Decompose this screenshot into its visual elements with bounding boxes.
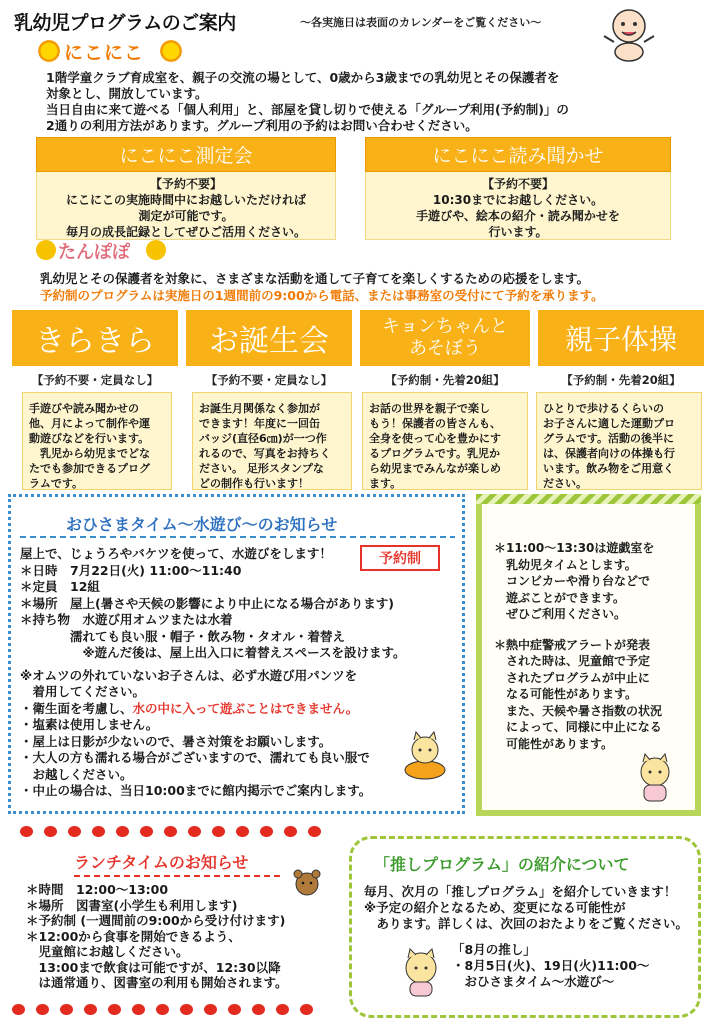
lunch-body	[26, 882, 288, 991]
text-line: ＊場所 図書室(小学生も利用します)	[26, 897, 238, 913]
text-line: お越しください。	[20, 766, 133, 782]
text-line: できます！年度に一回缶	[199, 417, 320, 430]
text-line: ＊予約制 (一週間前の9:00から受け付けます)	[26, 913, 286, 928]
program-tag: 【予約制・先着20組】	[385, 373, 505, 387]
tomato-icon	[132, 1004, 145, 1015]
program-heading-kirakira: きらきら	[12, 310, 178, 366]
ohisama-body	[20, 546, 406, 800]
text-line: ※遊んだ後は、屋上出入口に着替えスペースを設けます。	[20, 645, 406, 660]
text-line: 動遊びなどを行います。	[29, 432, 150, 445]
oshi-title: 「推しプログラム」の紹介について	[374, 855, 630, 874]
text-line: 乳児から幼児までどな	[29, 447, 150, 460]
text-line: 屋上で、じょうろやバケツを使って、水遊びをします！	[20, 546, 332, 561]
text-line	[20, 701, 406, 718]
text-line: コンビカーや滑り台などで	[494, 574, 651, 588]
text-line: 2通りの利用方法があります。グループ利用の予約はお問い合わせください。	[46, 118, 478, 133]
program-description-kirakira	[22, 392, 172, 490]
text-line: ・大人の方も濡れる場合がございますので、濡れても良い服で	[20, 750, 370, 765]
page-title: 乳幼児プログラムのご案内	[14, 12, 236, 34]
ohisama-title: おひさまタイム～水遊び～のお知らせ	[66, 515, 338, 534]
text-line: 「8月の推し」	[452, 942, 536, 957]
text-line: ださい。 足形スタンプな	[199, 462, 324, 475]
tomato-icon	[308, 826, 321, 837]
divider	[74, 875, 284, 877]
text-line: 行います。	[488, 225, 548, 239]
program-heading-taiso: 親子体操	[538, 310, 704, 366]
program-tag: 【予約制・先着20組】	[561, 373, 681, 387]
text-line: ひとりで歩けるくらいの	[543, 402, 664, 415]
text-line: 1階学童クラブ育成室を、親子の交流の場として、0歳から3歳までの乳幼児とその保護者を	[46, 70, 560, 85]
program-heading-birthday: お誕生会	[186, 310, 352, 366]
reading-box	[365, 172, 671, 240]
cat-swim-ring-illustration	[402, 728, 448, 782]
tomato-icon	[260, 826, 273, 837]
program-description-kyon	[362, 392, 528, 490]
text-line: どの制作も行います！	[199, 477, 309, 490]
text-line: は、保護者向けの体操も行	[543, 447, 675, 460]
panel-stripe	[476, 494, 701, 504]
text-line: ※予定の紹介となるため、変更になる可能性が	[364, 900, 626, 915]
nikoniko-description	[46, 70, 569, 134]
text-line: 当日自由に来て遊べる「個人利用」と、部屋を貸し切りで使える「グループ利用(予約制)」の	[46, 102, 569, 117]
tomato-icon	[92, 826, 105, 837]
text-line: ます。	[369, 477, 402, 490]
text-line: 全身を使って心を豊かにす	[369, 432, 501, 445]
notice-text	[494, 540, 662, 752]
tanpopo-label: たんぽぽ	[58, 242, 130, 263]
text-line: ＊定員 12組	[20, 579, 100, 594]
oshi-pick	[452, 942, 649, 990]
text-line: います。飲み物をご用意く	[543, 462, 675, 475]
text-line: ・中止の場合は、当日10:00までに館内掲示でご案内します。	[20, 783, 372, 798]
measure-heading: にこにこ測定会	[36, 137, 336, 172]
tomato-icon	[276, 1004, 289, 1015]
tomato-icon	[116, 826, 129, 837]
text-line: お子さんに適した運動プロ	[543, 417, 675, 430]
reading-heading: にこにこ読み聞かせ	[365, 137, 671, 172]
tomato-icon	[300, 1004, 313, 1015]
sun-icon	[158, 38, 184, 64]
tomato-icon	[84, 1004, 97, 1015]
tomato-icon	[180, 1004, 193, 1015]
text-line: ぜひご利用ください。	[494, 607, 627, 621]
text-line: ＊熱中症警戒アラートが発表	[494, 637, 651, 652]
text-line: は通常通り、図書室の利用も開始されます。	[26, 975, 288, 990]
text-line: あります。詳しくは、次回のおたよりをご覧ください。	[364, 916, 689, 931]
text-line: ださい。	[543, 477, 587, 490]
program-heading-kyon: キョンちゃんと あそぼう	[360, 310, 530, 366]
text-line: 乳幼児タイムとします。	[494, 557, 637, 572]
text-line: ＊11:00～13:30は遊戯室を	[494, 541, 655, 555]
program-tag: 【予約不要・定員なし】	[205, 373, 333, 387]
text-line: るプログラムです。乳児か	[369, 447, 501, 460]
text-line: 13:00まで飲食は可能ですが、12:30以降	[26, 959, 281, 975]
text-line: お誕生月関係なく参加が	[199, 402, 320, 415]
tomato-icon	[156, 1004, 169, 1015]
tomato-icon	[108, 1004, 121, 1015]
reservation-badge: 予約制	[360, 545, 440, 571]
text-line: ラムです。	[29, 477, 84, 490]
tomato-icon	[236, 826, 249, 837]
tomato-icon	[204, 1004, 217, 1015]
tomato-icon	[20, 826, 33, 837]
text-line: にこにこの実施時間中にお越しいただければ	[65, 193, 306, 207]
text-line: ら幼児までみんなが楽しめ	[369, 462, 501, 475]
text-line: ＊12:00から食事を開始できるよう、	[26, 928, 241, 944]
baby-mascot-illustration	[594, 4, 664, 64]
dandelion-icon	[36, 240, 56, 260]
tomato-icon	[36, 1004, 49, 1015]
text-line: された時は、児童館で予定	[494, 654, 651, 668]
tomato-icon	[228, 1004, 241, 1015]
tomato-icon	[164, 826, 177, 837]
cat-mascot-illustration	[396, 946, 446, 998]
text-line: ＊日時 7月22日(火) 11:00～11:40	[20, 562, 242, 578]
warning-text: 水の中に入って遊ぶことはできません。	[132, 700, 359, 716]
text-line: 可能性があります。	[494, 736, 614, 751]
text-line: 10:30までにお越しください。	[432, 193, 604, 207]
sun-icon	[36, 38, 62, 64]
text-line: れるので、写真をお持ちく	[199, 447, 331, 460]
bear-cutlery-illustration	[290, 866, 324, 900]
text-line: たでも参加できるプログ	[29, 462, 150, 475]
text-line: もう！保護者の皆さんも、	[369, 417, 501, 430]
program-description-birthday	[192, 392, 352, 490]
nikoniko-label: にこにこ	[64, 42, 145, 64]
measure-box	[36, 172, 336, 240]
text-line: 毎月、次月の「推しプログラム」を紹介していきます！	[364, 884, 677, 899]
text-line: ＊場所 屋上(暑さや天候の影響により中止になる場合があります)	[20, 595, 394, 611]
tanpopo-description	[40, 270, 604, 304]
text-line: 遊ぶことができます。	[494, 590, 626, 605]
text-line: 毎月の成長記録としてぜひご活用ください。	[65, 225, 306, 239]
text-line: されたプログラムが中止に	[494, 670, 650, 685]
dandelion-icon	[146, 240, 166, 260]
text-line: また、天候や暑さ指数の状況	[494, 703, 663, 718]
text-line: ・屋上は日影が少ないので、暑さ対策をお願いします。	[20, 733, 332, 749]
text-line: なる可能性があります。	[494, 687, 638, 701]
text-line: ※オムツの外れていないお子さんは、必ず水遊び用パンツを	[20, 667, 358, 683]
tomato-icon	[212, 826, 225, 837]
tomato-icon	[188, 826, 201, 837]
text-line: グラムです。活動の後半に	[543, 432, 675, 445]
text-line: 手遊びや、絵本の紹介・読み聞かせを	[416, 209, 620, 223]
text-span: ・衛生面を考慮し、	[20, 700, 133, 716]
tomato-icon	[284, 826, 297, 837]
text-line: 児童館にお越しください。	[26, 944, 189, 959]
tomato-border	[12, 1004, 342, 1018]
text-line: によって、同様に中止になる	[494, 720, 662, 734]
text-line: ＊持ち物 水遊び用オムツまたは水着	[20, 612, 233, 627]
divider	[20, 536, 455, 538]
oshi-body	[364, 884, 688, 932]
text-line: バッジ(直径6㎝)が一つ作	[199, 432, 327, 445]
text-line: 着用してください。	[20, 684, 146, 699]
program-description-taiso	[536, 392, 702, 490]
tomato-icon	[140, 826, 153, 837]
tomato-icon	[68, 826, 81, 837]
text-line: 乳幼児とその保護者を対象に、さまざまな活動を通して子育てを楽しくするための応援をします。	[40, 271, 590, 286]
text-line: 手遊びや読み聞かせの	[29, 402, 139, 415]
text-line: 濡れても良い服・帽子・飲み物・タオル・着替え	[20, 628, 346, 644]
tomato-icon	[60, 1004, 73, 1015]
cat-mascot-illustration	[632, 752, 678, 804]
text-line: 測定が可能です。	[138, 209, 234, 223]
text-line: 他、月によって制作や運	[29, 417, 150, 430]
tomato-icon	[44, 826, 57, 837]
lunch-title: ランチタイムのお知らせ	[74, 853, 249, 872]
text-line: おひさまタイム～水遊び～	[452, 974, 615, 989]
text-line: ・塩素は使用しません。	[20, 717, 159, 732]
text-line: 対象とし、開放しています。	[46, 86, 208, 101]
page-subtitle: ～各実施日は表面のカレンダーをご覧ください～	[300, 16, 542, 29]
tomato-border	[20, 826, 340, 840]
reservation-note: 予約制のプログラムは実施日の1週間前の9:00から電話、または事務室の受付にて予約を承ります。	[40, 288, 604, 303]
tomato-icon	[12, 1004, 25, 1015]
tomato-icon	[252, 1004, 265, 1015]
text-line: ＊時間 12:00～13:00	[26, 882, 169, 897]
reading-tag: 【予約不要】	[481, 177, 554, 191]
text-line: お話の世界を親子で楽し	[369, 402, 490, 415]
program-tag: 【予約不要・定員なし】	[31, 373, 159, 387]
text-line	[494, 623, 662, 637]
text-line: ・8月5日(火)、19日(火)11:00～	[452, 958, 650, 973]
measure-tag: 【予約不要】	[149, 177, 222, 191]
